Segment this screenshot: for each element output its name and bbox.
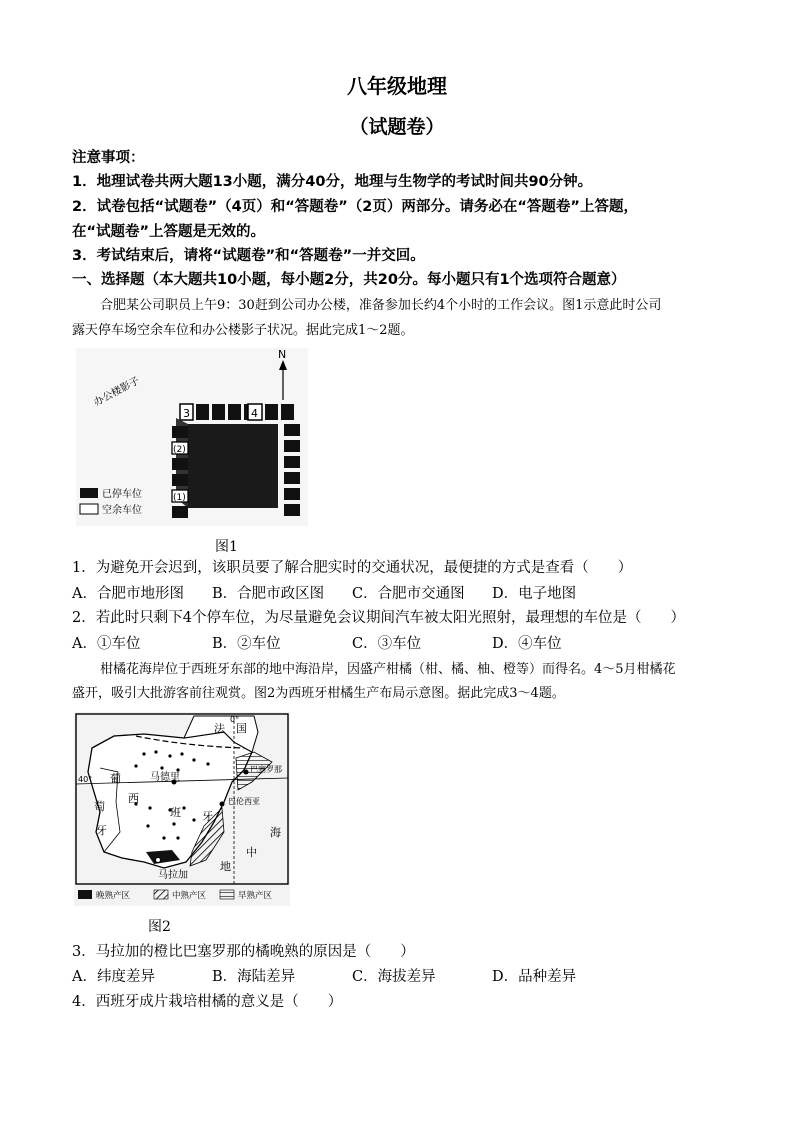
legend-late: 晚熟产区 — [96, 891, 131, 901]
question-1-option-d: D．电子地图 — [492, 586, 577, 602]
question-2-stem: 2．若此时只剩下4个停车位，为尽量避免会议期间汽车被太阳光照射，最理想的车位是（ ） — [72, 610, 685, 626]
map-label: 地 — [220, 860, 231, 873]
passage-line: 露天停车场空余车位和办公楼影子状况。据此完成1～2题。 — [72, 323, 414, 338]
map-label: 巴塞罗那 — [250, 765, 282, 774]
map-label: 国 — [236, 722, 247, 735]
figure-2-caption: 图2 — [148, 919, 171, 935]
notice-item: 3．考试结束后，请将“试题卷”和“答题卷”一并交回。 — [72, 248, 425, 264]
question-1-option-c: C．合肥市交通图 — [352, 586, 465, 602]
legend-early: 早熟产区 — [238, 891, 273, 901]
map-label: 马德里 — [150, 772, 180, 783]
passage-line: 合肥某公司职员上午9：30赶到公司办公楼，准备参加长约4个小时的工作会议。图1示意此时公司 — [100, 298, 662, 313]
notice-item: 1．地理试卷共两大题13小题，满分40分，地理与生物学的考试时间共90分钟。 — [72, 174, 593, 190]
notice-heading: 注意事项： — [72, 150, 145, 166]
figure-2-spain-citrus-map — [74, 712, 290, 906]
question-2-option-d: D．④车位 — [492, 636, 562, 652]
spot-label-2: (2) — [173, 445, 186, 455]
page-subtitle: （试题卷） — [349, 116, 445, 138]
map-label: 中 — [246, 846, 257, 859]
question-3-stem: 3．马拉加的橙比巴塞罗那的橘晚熟的原因是（ ） — [72, 944, 415, 960]
notice-item: 在“试题卷”上答题是无效的。 — [72, 224, 266, 240]
map-label: 西 — [128, 792, 139, 805]
passage-line: 柑橘花海岸位于西班牙东部的地中海沿岸，因盛产柑橘（柑、橘、柚、橙等）而得名。4～5月柑橘花 — [100, 662, 676, 677]
question-1-stem: 1．为避免开会迟到，该职员要了解合肥实时的交通状况，最便捷的方式是查看（ ） — [72, 560, 633, 576]
notice-item: 2．试卷包括“试题卷”（4页）和“答题卷”（2页）两部分。请务必在“答题卷”上答题， — [72, 199, 638, 215]
spot-label-1: (1) — [173, 493, 186, 503]
question-2-option-a: A．①车位 — [72, 636, 141, 652]
spot-label-4: 4 — [251, 407, 258, 420]
question-3-option-c: C．海拔差异 — [352, 969, 436, 985]
figure-1-parking-diagram — [76, 348, 308, 526]
question-3-option-d: D．品种差异 — [492, 969, 577, 985]
map-label: 巴伦西亚 — [228, 797, 260, 806]
question-2-option-c: C．③车位 — [352, 636, 422, 652]
shadow-label: 办公楼影子 — [92, 375, 142, 409]
question-3-option-b: B．海陆差异 — [212, 969, 296, 985]
map-label: 牙 — [96, 824, 107, 837]
question-1-option-b: B．合肥市政区图 — [212, 586, 325, 602]
north-label: N — [278, 348, 287, 361]
spot-label-3: 3 — [183, 407, 190, 420]
map-label: 马拉加 — [158, 870, 188, 881]
map-label: 班 — [170, 806, 181, 819]
section-heading: 一、选择题（本大题共10小题，每小题2分，共20分。每小题只有1个选项符合题意） — [72, 272, 626, 288]
figure-1-caption: 图1 — [215, 539, 238, 555]
question-4-stem: 4．西班牙成片栽培柑橘的意义是（ ） — [72, 994, 343, 1010]
map-label: 海 — [270, 826, 281, 839]
page-title: 八年级地理 — [347, 74, 447, 98]
question-1-option-a: A．合肥市地形图 — [72, 586, 184, 602]
map-label: 法 — [214, 722, 225, 735]
map-label: 0° — [230, 715, 240, 724]
question-2-option-b: B．②车位 — [212, 636, 281, 652]
legend-parked: 已停车位 — [102, 489, 142, 500]
map-label: 牙 — [202, 810, 213, 823]
map-label: 葡 — [110, 772, 121, 785]
legend-empty: 空余车位 — [102, 505, 142, 516]
legend-mid: 中熟产区 — [172, 891, 207, 901]
map-label: 萄 — [94, 800, 105, 813]
passage-line: 盛开，吸引大批游客前往观赏。图2为西班牙柑橘生产布局示意图。据此完成3～4题。 — [72, 686, 565, 701]
question-3-option-a: A．纬度差异 — [72, 969, 155, 985]
map-label: 40° — [78, 775, 93, 784]
